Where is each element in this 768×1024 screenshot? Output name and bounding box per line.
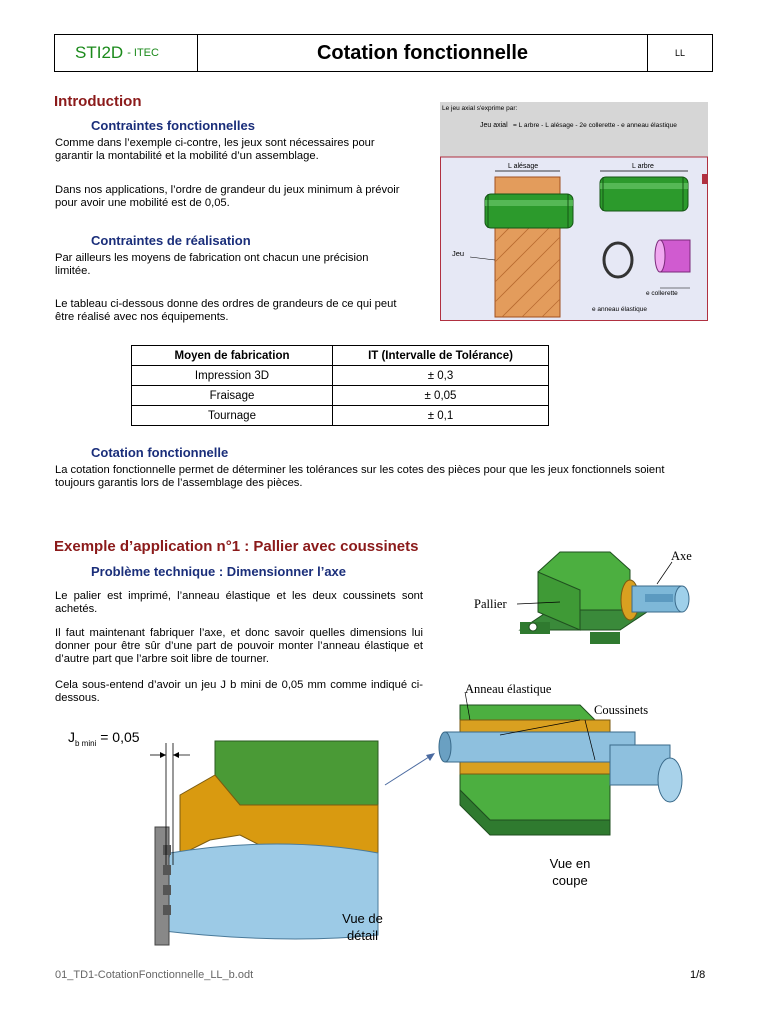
example-paragraph-3: Cela sous-entend d’avoir un jeu J b mini de 0,05 mm comme indiqué ci-dessous. — [55, 679, 423, 704]
label-l-arbre: L arbre — [632, 163, 654, 170]
figure-caption: Le jeu axial s'exprime par: — [442, 105, 518, 112]
table-row — [132, 406, 549, 426]
example-paragraph-1: Le palier est imprimé, l’anneau élastique et les deux coussinets sont achetés. — [55, 590, 423, 615]
axial-clearance-diagram — [440, 102, 708, 321]
subheading-contraintes-realisation: Contraintes de réalisation — [91, 233, 251, 248]
table-cell: Fraisage — [132, 386, 333, 406]
label-vue-coupe-line1: Vue en — [549, 856, 591, 871]
label-l-alesage: L alésage — [508, 163, 539, 170]
header-brand-cell — [55, 35, 198, 71]
author-initials: LL — [674, 48, 685, 58]
formula-text: = L arbre - L alésage - 2e collerette - e anneau élastique — [513, 122, 677, 129]
label-vue-de-detail — [330, 910, 395, 944]
table-cell: ± 0,1 — [333, 406, 549, 426]
marker-shape — [702, 174, 708, 184]
label-vue-detail-line2: détail — [346, 928, 379, 943]
intro-heading: Introduction — [54, 93, 142, 110]
intro-paragraph-4: Le tableau ci-dessous donne des ordres de grandeurs de ce qui peut être réalisé avec nos équipements. — [55, 298, 397, 323]
label-vue-detail-line1: Vue de — [342, 911, 383, 926]
subheading-cotation-fonctionnelle: Cotation fonctionnelle — [91, 445, 229, 460]
jb-prefix: J — [68, 729, 75, 745]
table-cell: Impression 3D — [132, 366, 333, 386]
label-axe: Axe — [671, 549, 692, 563]
jb-subscript: b mini — [75, 738, 97, 748]
label-jeu: Jeu — [452, 249, 465, 258]
example-heading: Exemple d’application n°1 : Pallier avec coussinets — [54, 538, 419, 555]
section-view-illustration — [430, 690, 710, 855]
label-pallier: Pallier — [474, 597, 507, 611]
axial-clearance-figure — [440, 102, 708, 321]
table-cell: Tournage — [132, 406, 333, 426]
footer-filename: 01_TD1-CotationFonctionnelle_LL_b.odt — [55, 969, 254, 981]
brand-label: STI2D — [75, 43, 124, 62]
jb-mini-label — [68, 729, 140, 748]
footer-page-number: 1/8 — [690, 969, 706, 981]
table-header-cell: Moyen de fabrication — [132, 346, 333, 366]
table-header-cell: IT (Intervalle de Tolérance) — [333, 346, 549, 366]
label-vue-coupe-line2: coupe — [552, 873, 588, 888]
section-view-figure — [430, 690, 710, 855]
tolerance-table — [131, 345, 549, 426]
label-anneau-elastique: Anneau élastique — [465, 682, 552, 696]
label-coussinets: Coussinets — [594, 703, 649, 717]
intro-paragraph-3: Par ailleurs les moyens de fabrication ont chacun une précision limitée. — [55, 252, 369, 277]
table-cell: ± 0,05 — [333, 386, 549, 406]
jb-value: = 0,05 — [100, 729, 140, 745]
table-cell: ± 0,3 — [333, 366, 549, 386]
label-vue-en-coupe — [540, 855, 600, 889]
label-e-anneau: e anneau élastique — [592, 306, 647, 313]
intro-paragraph-1: Comme dans l’exemple ci-contre, les jeux sont nécessaires pour garantir la montabilité et la mobilité d’un assemblage. — [55, 137, 375, 162]
table-row — [132, 386, 549, 406]
document-header — [54, 34, 713, 72]
page-title: Cotation fonctionnelle — [198, 35, 648, 71]
table-header-row — [132, 346, 549, 366]
subheading-contraintes-fonctionnelles: Contraintes fonctionnelles — [91, 118, 255, 133]
callout-arrow — [380, 750, 440, 790]
label-e-collerette: e collerette — [646, 290, 678, 297]
subheading-probleme-technique: Problème technique : Dimensionner l’axe — [91, 564, 347, 579]
intro-paragraph-2: Dans nos applications, l’ordre de grandeur du jeux minimum à prévoir pour avoir une mobilité est de 0,05. — [55, 184, 400, 209]
table-row — [132, 366, 549, 386]
intro-paragraph-5: La cotation fonctionnelle permet de déterminer les tolérances sur les cotes des pièces pour que les jeux fonctionnels soient toujours garantis lors de l’assemblage des pièces. — [55, 464, 665, 489]
formula-prefix: Jeu axial — [480, 122, 508, 129]
example-paragraph-2: Il faut maintenant fabriquer l’axe, et donc savoir quelles dimensions lui donner pour être sûr d’une part de pouvoir monter l’anneau élastique et d’autre part que l’arbre soit libre de tourner. — [55, 627, 423, 665]
brand-suffix: - ITEC — [127, 47, 159, 59]
